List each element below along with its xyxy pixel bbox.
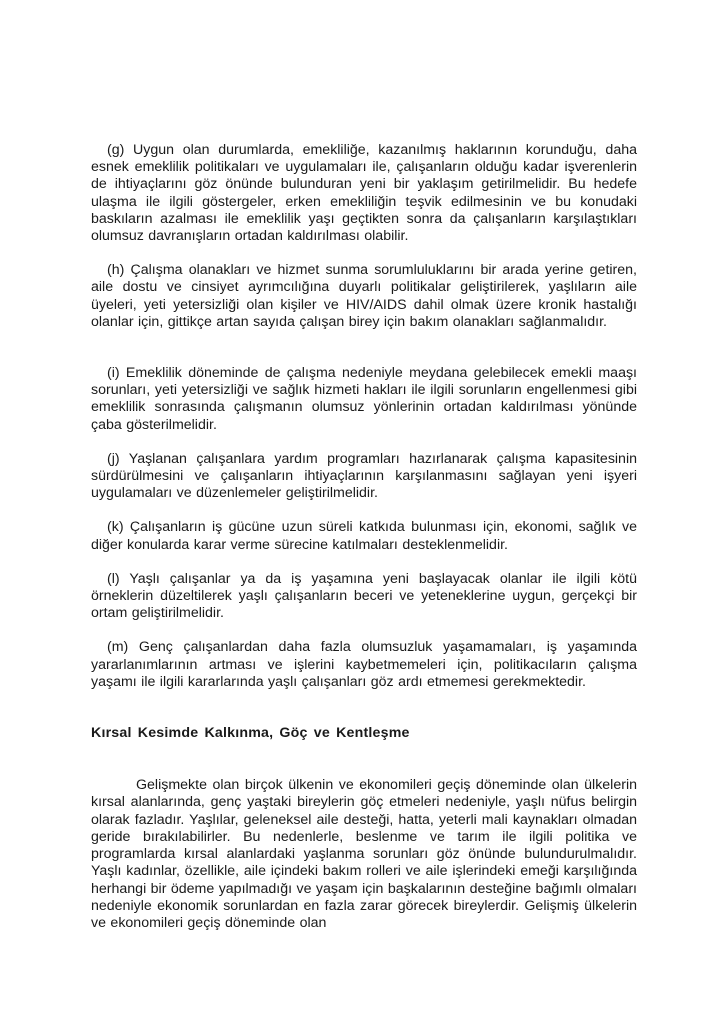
paragraph-l: (l) Yaşlı çalışanlar ya da iş yaşamına yeni başlayacak olanlar ile ilgili kötü örneklerin düzeltilerek yaşlı çalışanların beceri ve yeteneklerine uygun, gerçekçi bir ortam geliştirilmelidir. (91, 570, 637, 622)
paragraph-h: (h) Çalışma olanakları ve hizmet sunma sorumluluklarını bir arada yerine getiren, aile dostu ve cinsiyet ayrımcılığına duyarlı politikalar geliştirilerek, yaşlıların aile üyeleri, yeti yetersizliği olan kişiler ve HIV/AIDS dahil olmak üzere kronik hastalığı olanlar için, gittikçe artan sayıda çalışan birey için bakım olanakları sağlanmalıdır. (91, 262, 637, 330)
paragraph-j: (j) Yaşlanan çalışanlara yardım programları hazırlanarak çalışma kapasitesinin sürdürülmesini ve çalışanların ihtiyaçlarının karşılanmasını sağlayan yeni işyeri uygulamaları ve düzenlemeler geliştirilmelidir. (91, 450, 637, 502)
section-body-paragraph: Gelişmekte olan birçok ülkenin ve ekonomileri geçiş döneminde olan ülkelerin kırsal alanlarında, genç yaştaki bireylerin göç etmeleri nedeniyle, yaşlı nüfus belirgin olarak fazladır. Yaşlılar, geleneksel aile desteği, hatta, yeterli mali kaynakları olmadan geride bırakılabilirler. Bu nedenlerle, beslenme ve tarım ile ilgili politika ve programlarda kırsal alanlardaki yaşlanma sorunları göz önünde bulundurulmalıdır. Yaşlı kadınlar, özellikle, aile içindeki bakım rolleri ve aile işlerindeki emeği karşılığında herhangi bir ödeme yapılmadığı ve yaşam için başkalarının desteğine bağımlı olmaları nedeniyle ekonomik sorunlardan en fazla zarar görecek bireylerdir. Gelişmiş ülkelerin ve ekonomileri geçiş döneminde olan (91, 777, 637, 931)
document-page (91, 142, 637, 932)
paragraph-m: (m) Genç çalışanlardan daha fazla olumsuzluk yaşamamaları, iş yaşamında yararlanımlarının artması ve işlerini kaybetmemeleri için, politikacıların çalışma yaşamı ile ilgili kararlarında yaşlı çalışanları göz ardı etmemesi gerekmektedir. (91, 639, 637, 690)
paragraph-i: (i) Emeklilik döneminde de çalışma nedeniyle meydana gelebilecek emekli maaşı sorunları, yeti yetersizliği ve sağlık hizmeti hakları ile ilgili sorunların engellenmesi gibi emeklilik sonrasında çalışmanın olumsuz yönlerinin ortadan kaldırılması yönünde çaba gösterilmelidir. (91, 365, 637, 433)
paragraph-g: (g) Uygun olan durumlarda, emekliliğe, kazanılmış haklarının korunduğu, daha esnek emeklilik politikaları ve uygulamaları ile, çalışanların olduğu kadar işverenlerin de ihtiyaçlarını göz önünde bulunduran yeni bir yaklaşım getirilmelidir. Bu hedefe ulaşma ile ilgili göstergeler, erken emekliliğin teşvik edilmesinin ve bu konudaki baskıların azalması ile emeklilik yaşı geçtikten sonra da çalışanların karşılaştıkları olumsuz davranışların ortadan kaldırılması olabilir. (91, 142, 637, 245)
section-heading: Kırsal Kesimde Kalkınma, Göç ve Kentleşme (91, 725, 410, 742)
paragraph-k: (k) Çalışanların iş gücüne uzun süreli katkıda bulunması için, ekonomi, sağlık ve diğer konularda karar verme sürecine katılmaları desteklenmelidir. (91, 519, 637, 553)
